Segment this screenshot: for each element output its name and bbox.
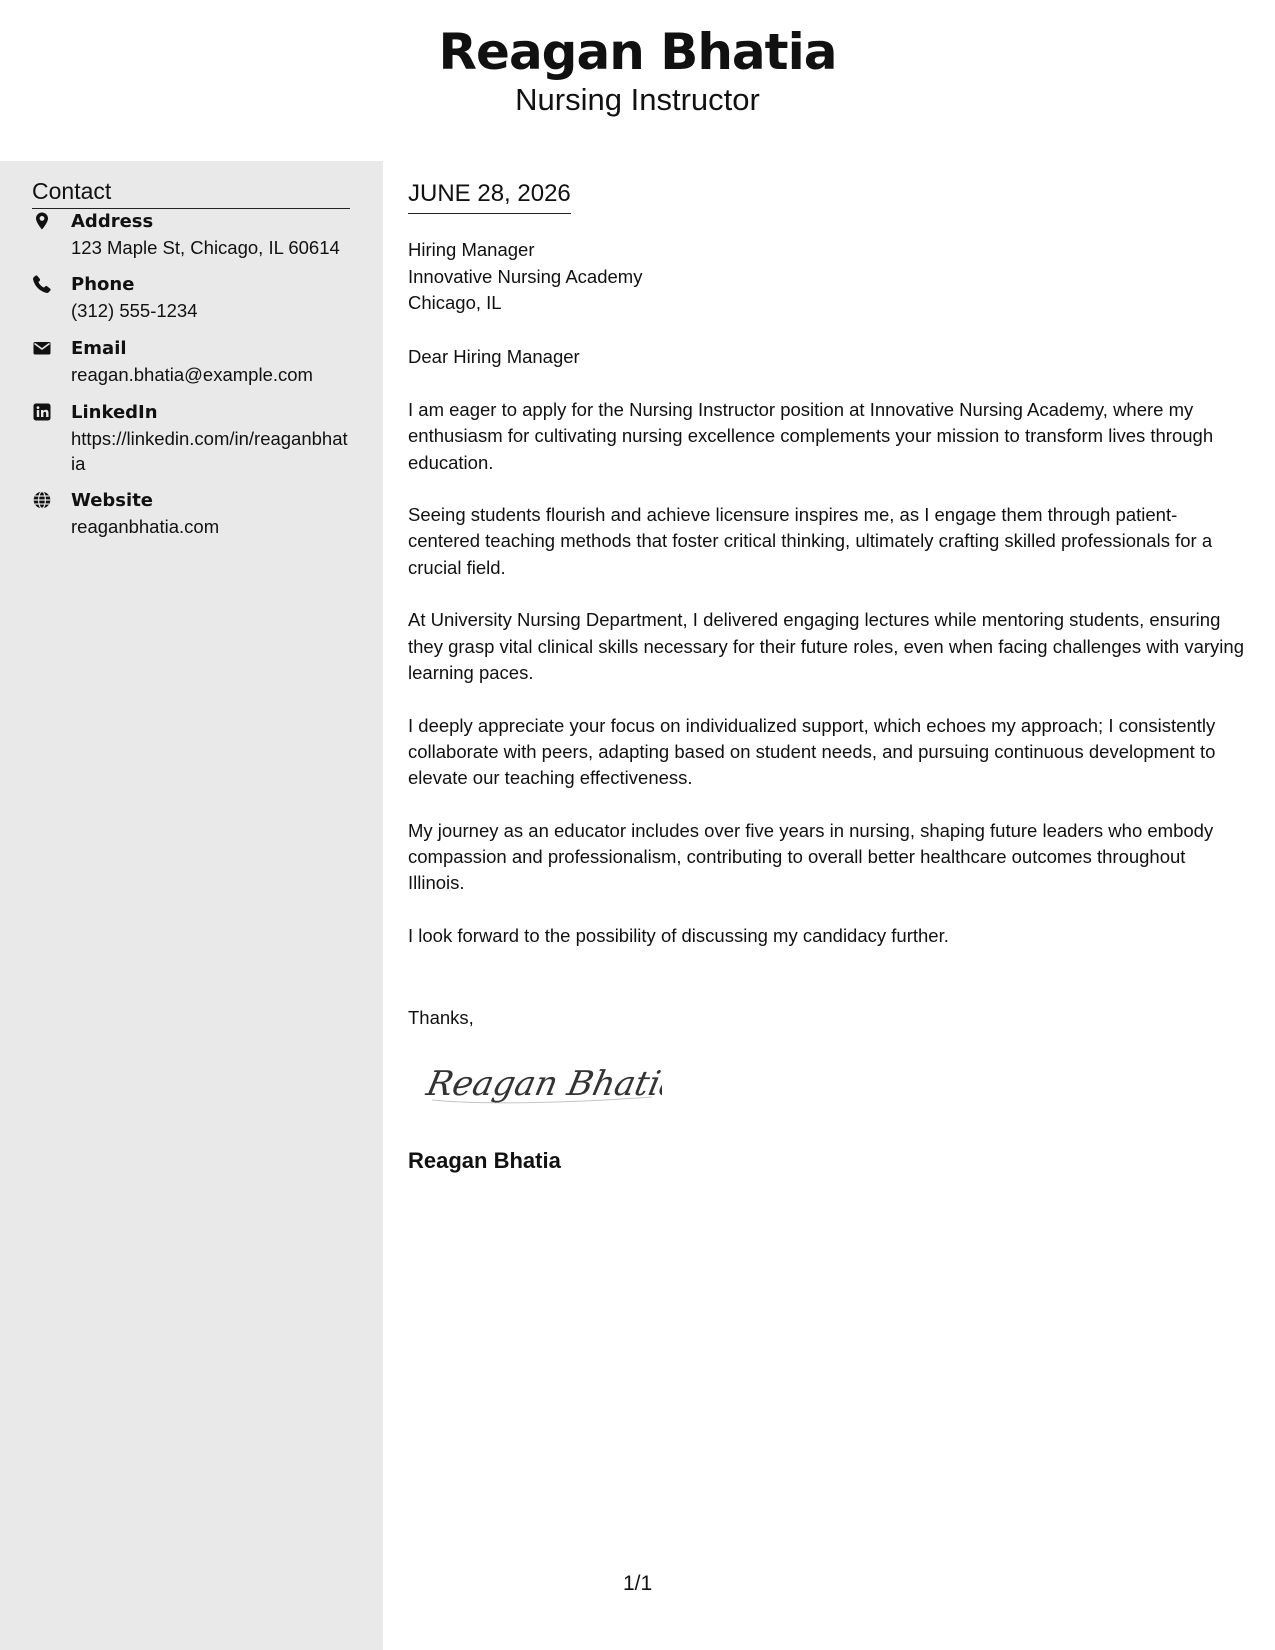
paragraph: I deeply appreciate your focus on individualized support, which echoes my approach; I consistently collaborate with peers, adapting based on student needs, and pursuing continuous development to elevate our teaching effectiveness. (408, 714, 1216, 789)
letter-paragraphs (408, 397, 1244, 976)
linkedin-link[interactable]: https://linkedin.com/in/reaganbhatia (71, 428, 348, 474)
paragraph: My journey as an educator includes over five years in nursing, shaping future leaders who embody compassion and professionalism, contributing to overall better healthcare outcomes throughout Illinois. (408, 819, 1214, 894)
linkedin-icon (32, 402, 54, 424)
applicant-title: Nursing Instructor (515, 82, 760, 117)
handwritten-signature (422, 1053, 662, 1113)
address-value: 123 Maple St, Chicago, IL 60614 (71, 237, 340, 258)
contact-label: Website (71, 490, 154, 511)
globe-icon (32, 490, 54, 512)
website-link[interactable]: reaganbhatia.com (71, 516, 220, 537)
email-link[interactable]: reagan.bhatia@example.com (71, 364, 313, 385)
recipient-block (408, 237, 642, 317)
signature-script: Reagan Bhatia (423, 1064, 662, 1104)
signer-name: Reagan Bhatia (408, 1148, 561, 1173)
recipient-line: Innovative Nursing Academy (408, 265, 643, 287)
paragraph: Seeing students flourish and achieve licensure inspires me, as I engage them through patient-centered teaching methods that foster critical thinking, ultimately crafting skilled professionals for a crucial field. (408, 504, 1213, 578)
contact-label: Phone (71, 274, 135, 295)
map-pin-icon (32, 211, 54, 233)
applicant-name: Reagan Bhatia (438, 23, 837, 81)
paragraph: I am eager to apply for the Nursing Instructor position at Innovative Nursing Academy, where my enthusiasm for cultivating nursing excellence complements your mission to transform lives through education. (408, 399, 1214, 473)
contact-sidebar (0, 161, 383, 1650)
letter-date: JUNE 28, 2026 (408, 179, 571, 214)
page-number: 1/1 (623, 1572, 653, 1595)
phone-icon (32, 274, 54, 296)
closing: Thanks, (408, 1007, 474, 1028)
contact-label: Email (71, 338, 127, 359)
letter-header (0, 0, 1275, 160)
signature-image (422, 1053, 662, 1113)
contact-label: Address (71, 211, 154, 232)
recipient-line: Chicago, IL (408, 292, 502, 313)
contact-heading: Contact (32, 176, 350, 209)
paragraph: At University Nursing Department, I delivered engaging lectures while mentoring students, ensuring they grasp vital clinical skills necessary for their future roles, even when facing challenges with varying learning paces. (408, 609, 1244, 683)
paragraph: I look forward to the possibility of discussing my candidacy further. (408, 924, 949, 946)
contact-label: LinkedIn (71, 402, 158, 423)
recipient-line: Hiring Manager (408, 239, 535, 260)
greeting: Dear Hiring Manager (408, 346, 580, 367)
phone-value: (312) 555-1234 (71, 300, 198, 321)
envelope-icon (32, 338, 54, 360)
